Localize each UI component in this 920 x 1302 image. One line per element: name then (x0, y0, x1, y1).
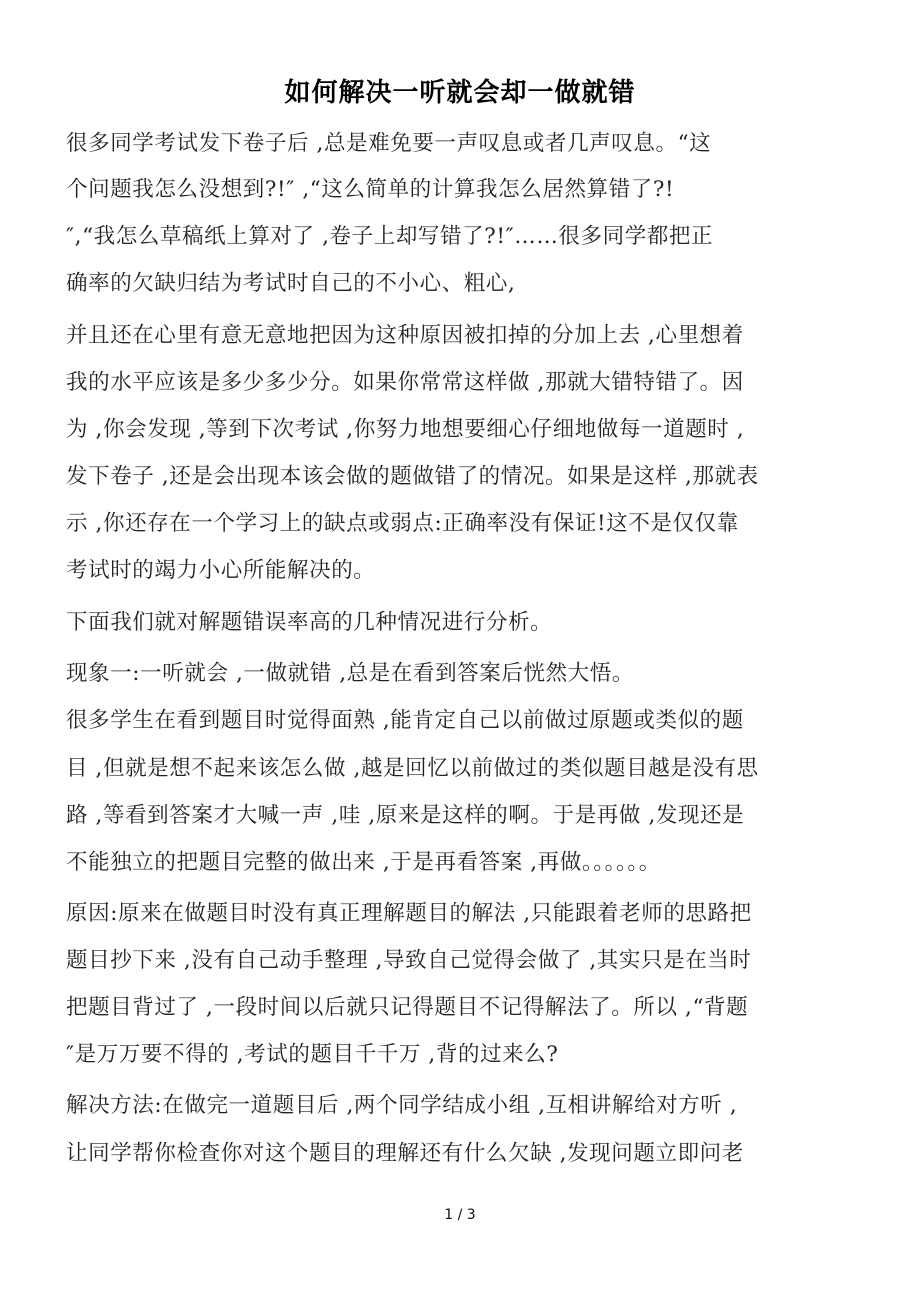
text-line: 很多同学考试发下卷子后 ,总是难免要一声叹息或者几声叹息。“这 (66, 131, 712, 156)
text-line: 路 ,等看到答案才大喊一声 ,哇 ,原来是这样的啊。于是再做 ,发现还是 (66, 803, 745, 828)
text-line: 原因:原来在做题目时没有真正理解题目的解法 ,只能跟着老师的思路把 (66, 901, 752, 926)
text-line: 示 ,你还存在一个学习上的缺点或弱点:正确率没有保证!这不是仅仅靠 (66, 511, 739, 536)
text-line: 考试时的竭力小心所能解决的。 (66, 558, 376, 583)
text-line: 很多学生在看到题目时觉得面熟 ,能肯定自己以前做过原题或类似的题 (66, 708, 744, 733)
text-line: 让同学帮你检查你对这个题目的理解还有什么欠缺 ,发现问题立即问老 (66, 1141, 744, 1166)
document-title: 如何解决一听就会却一做就错 (284, 78, 636, 108)
text-line: 个问题我怎么没想到?!″ ,“这么简单的计算我怎么居然算错了?! (66, 177, 675, 202)
text-line: 不能独立的把题目完整的做出来 ,于是再看答案 ,再做。。。。。。 (66, 850, 661, 875)
text-line: 确率的欠缺归结为考试时自己的不小心、粗心, (66, 271, 516, 296)
text-line: 发下卷子 ,还是会出现本该会做的题做错了的情况。如果是这样 ,那就表 (66, 464, 759, 489)
text-line: 现象一:一听就会 ,一做就错 ,总是在看到答案后恍然大悟。 (66, 661, 634, 686)
text-line: 下面我们就对解题错误率高的几种情况进行分析。 (66, 610, 553, 635)
text-line: 并且还在心里有意无意地把因为这种原因被扣掉的分加上去 ,心里想着 (66, 323, 744, 348)
page-indicator: 1 / 3 (444, 1207, 476, 1223)
text-line: ″是万万要不得的 ,考试的题目千千万 ,背的过来么? (66, 1042, 559, 1067)
text-line: 目 ,但就是想不起来该怎么做 ,越是回忆以前做过的类似题目越是没有思 (66, 756, 759, 781)
text-line: ″,“我怎么草稿纸上算对了 ,卷子上却写错了?!″……很多同学都把正 (66, 224, 714, 249)
text-line: 把题目背过了 ,一段时间以后就只记得题目不记得解法了。所以 ,“背题 (66, 995, 749, 1020)
text-line: 为 ,你会发现 ,等到下次考试 ,你努力地想要细心仔细地做每一道题时 , (66, 417, 745, 442)
text-line: 我的水平应该是多少多少分。如果你常常这样做 ,那就大错特错了。因 (66, 370, 744, 395)
text-line: 解决方法:在做完一道题目后 ,两个同学结成小组 ,互相讲解给对方听 , (66, 1093, 738, 1118)
text-line: 题目抄下来 ,没有自己动手整理 ,导致自己觉得会做了 ,其实只是在当时 (66, 948, 752, 973)
